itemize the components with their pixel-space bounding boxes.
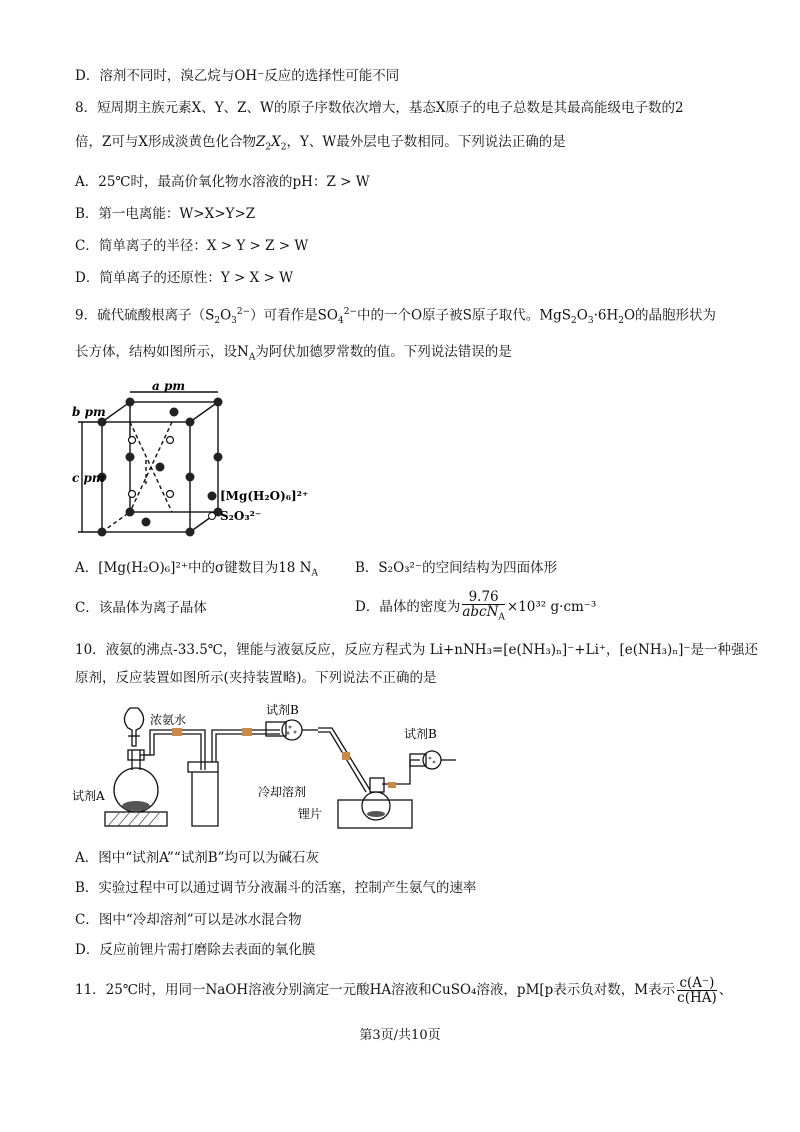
- q8-stem-line2: [75, 132, 566, 158]
- q8-sub-2: 2: [280, 142, 287, 153]
- q9-option-d: [355, 590, 596, 625]
- q10-stem-line2: 原剂，反应装置如图所示(夹持装置略)。下列说法不正确的是: [75, 670, 437, 686]
- legend-thiosulfate: S₂O₃²⁻: [220, 509, 262, 523]
- q10-option-a: A．图中“试剂A”“试剂B”均可以为碱石灰: [75, 850, 320, 866]
- density-fraction: [462, 590, 505, 625]
- label-reagent-b-2: 试剂B: [404, 727, 437, 741]
- q9-na-sub: A: [248, 352, 256, 363]
- q9-text-c: 中的一个O原子被S原子取代。MgS: [357, 307, 572, 324]
- crystal-cell-figure: [72, 382, 332, 542]
- fig-a-label: a pm: [152, 382, 186, 393]
- q8-option-b: B．第一电离能：W>X>Y>Z: [75, 206, 256, 222]
- density-numerator: 9.76: [462, 590, 505, 605]
- q11-stem-line1: [75, 976, 732, 1005]
- label-reagent-b-1: 试剂B: [266, 703, 299, 717]
- q9-text-f: O的晶胞形状为: [623, 307, 717, 324]
- q9-option-b: B．S₂O₃²⁻的空间结构为四面体形: [355, 560, 558, 576]
- q9-text-e: ·6H: [593, 307, 619, 324]
- label-lithium: 锂片: [298, 807, 323, 821]
- q8-stem-text-b: ，Y、W最外层电子数相同。下列说法正确的是: [286, 134, 566, 150]
- q9-option-a-text: A．[Mg(H₂O)₆]²⁺中的σ键数目为18 N: [75, 560, 312, 576]
- q9-option-d-pre: D．晶体的密度为: [355, 598, 461, 615]
- q11-fraction: [677, 976, 717, 1005]
- q9-option-a-sub: A: [311, 568, 318, 579]
- q8-formula-x: X: [271, 134, 281, 150]
- q9-text-d: O: [576, 307, 588, 324]
- q11-text: 11．25℃时，用同一NaOH溶液分别滴定一元酸HA溶液和CuSO₄溶液，pM[p表示负对数，M表示: [75, 982, 676, 998]
- legend-mg-complex: [Mg(H₂O)₆]²⁺: [220, 489, 309, 503]
- apparatus-figure: [70, 700, 490, 830]
- label-reagent-a: 试剂A: [72, 789, 105, 803]
- q7-option-d: D．溶剂不同时，溴乙烷与OH⁻反应的选择性可能不同: [75, 68, 400, 84]
- q11-frac-num: c(A⁻): [677, 976, 717, 991]
- q11-tail: 、: [718, 982, 733, 998]
- q9-text-b: ）可看作是SO: [250, 307, 338, 324]
- q9-text-a: 9．硫代硫酸根离子（S: [75, 307, 215, 324]
- q8-stem-text-a: 倍，Z可与X形成淡黄色化合物: [75, 134, 256, 150]
- q10-option-c: C．图中“冷却溶剂”可以是冰水混合物: [75, 912, 302, 928]
- q8-option-c: C．简单离子的半径：X > Y > Z > W: [75, 238, 309, 254]
- page-footer: 第3页/共10页: [359, 1028, 441, 1043]
- legend-filled-dot: [208, 492, 217, 501]
- q8-option-a: A．25℃时，最高价氧化物水溶液的pH：Z > W: [75, 174, 370, 190]
- q11-frac-den: c(HA): [677, 990, 717, 1006]
- q8-sub-1: 2: [265, 142, 272, 153]
- q8-formula-z: Z: [256, 134, 266, 150]
- q10-stem-line1: 10．液氨的沸点-33.5℃，锂能与液氨反应，反应方程式为 Li+nNH₃=[e(NH₃)ₙ]⁻+Li⁺，[e(NH₃)ₙ]⁻是一种强还: [75, 642, 759, 658]
- density-den-sub: A: [498, 612, 505, 623]
- fig-b-label: b pm: [72, 405, 106, 419]
- q8-option-d: D．简单离子的还原性：Y > X > W: [75, 270, 294, 286]
- q9-stem-line1: 9．硫代硫酸根离子$(S_2O_3^{2-})$可看作是$SO_4^{2-}$中的一个O原子被S原子取代。$MgS_2O_3\cdot 6H_2O$的晶胞形状为: [75, 307, 717, 327]
- legend-open-dot: [209, 513, 216, 520]
- fig-c-label: c pm: [72, 471, 105, 485]
- q9-text-g: 长方体，结构如图所示，设N: [75, 344, 249, 360]
- q10-option-b: B．实验过程中可以通过调节分液漏斗的活塞，控制产生氨气的速率: [75, 880, 477, 896]
- density-denominator: abcN: [462, 604, 499, 620]
- q9-option-d-post: ×10³² g·cm⁻³: [506, 598, 597, 615]
- q9-option-a: [75, 558, 318, 584]
- q8-stem-line1: 8．短周期主族元素X、Y、Z、W的原子序数依次增大，基态X原子的电子总数是其最高能级电子数的2: [75, 100, 684, 116]
- q9-stem-line2: [75, 342, 512, 368]
- label-conc-ammonia: 浓氨水: [150, 713, 187, 727]
- q10-option-d: D．反应前锂片需打磨除去表面的氧化膜: [75, 942, 316, 958]
- label-coolant: 冷却溶剂: [258, 785, 307, 799]
- q9-option-c: C．该晶体为离子晶体: [75, 600, 207, 616]
- q9-text-h: 为阿伏加德罗常数的值。下列说法错误的是: [255, 344, 512, 360]
